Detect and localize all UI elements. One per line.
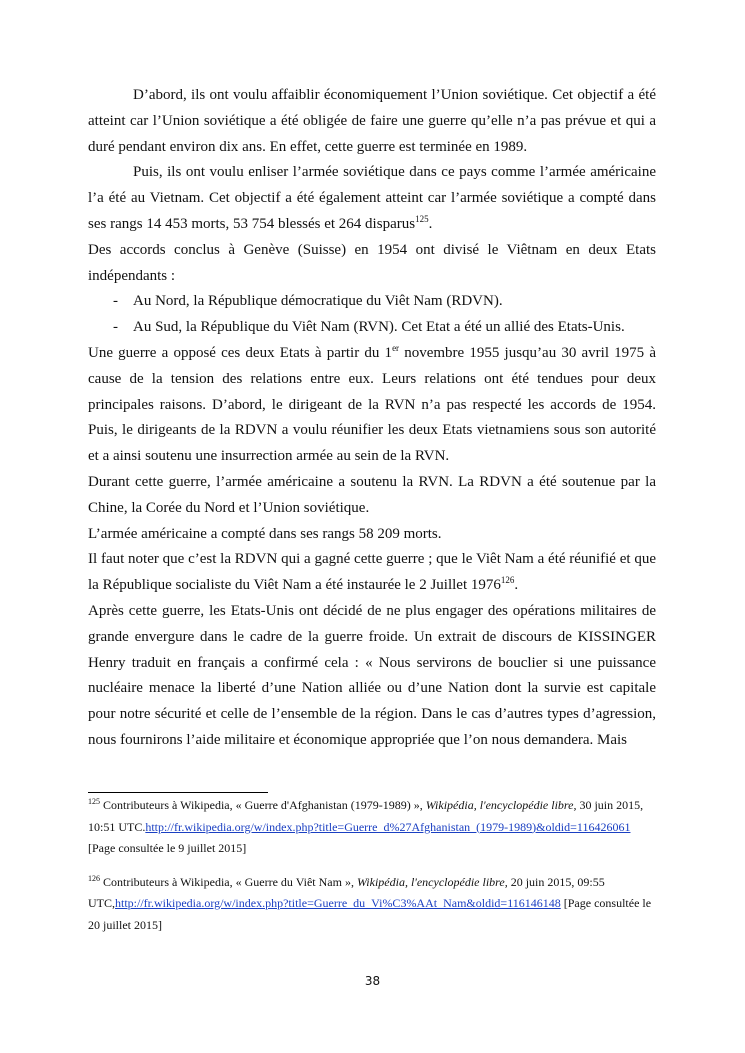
list-item-text: Au Sud, la République du Viêt Nam (RVN). Cet Etat a été un allié des Etats-Unis. <box>133 319 625 336</box>
footnote-number: 125 <box>88 797 100 806</box>
footnote-text: Contributeurs à Wikipedia, « Guerre du Viêt Nam », <box>100 874 357 889</box>
footnote-126 <box>88 872 656 937</box>
paragraph-end: . <box>514 577 519 594</box>
paragraph-support: Durant cette guerre, l’armée américaine a soutenu la RVN. La RDVN a été soutenue par la Chine, la Corée du Nord et l’Union soviétique. <box>88 473 656 516</box>
states-list <box>88 289 656 341</box>
paragraph-objective-military <box>88 160 656 237</box>
paragraph-end: . <box>428 215 433 232</box>
paragraph-text: Il faut noter que c’est la RDVN qui a gagné cette guerre ; que le Viêt Nam a été réunifié et que la République socialiste du Viêt Nam a été instaurée le 2 Juillet 1976 <box>88 551 656 594</box>
list-dash: - <box>113 293 118 310</box>
paragraph-objective-economic: D’abord, ils ont voulu affaiblir économiquement l’Union soviétique. Cet objectif a été atteint car l’Union soviétique a été obligée de faire une guerre qu’elle n’a pas prévue et qui a duré pendant environ dix ans. En effet, cette guerre est terminée en 1989. <box>88 87 656 155</box>
paragraph-text: Une guerre a opposé ces deux Etats à partir du 1 <box>88 344 393 361</box>
list-item-text: Au Nord, la République démocratique du Viêt Nam (RDVN). <box>133 293 503 310</box>
footnote-link[interactable]: http://fr.wikipedia.org/w/index.php?title=Guerre_du_Vi%C3%AAt_Nam&oldid=116146148 <box>115 896 561 910</box>
footnote-ref-126[interactable]: 126 <box>500 575 515 586</box>
footnote-date: 30 juin 2015, 10:51 UTC. <box>88 798 644 834</box>
paragraph-geneva-accords: Des accords conclus à Genève (Suisse) en 1954 ont divisé le Viêtnam en deux Etats indépendants : <box>88 241 656 284</box>
footnote-consulted: [Page consultée le 9 juillet 2015] <box>88 841 247 855</box>
footnote-link[interactable]: http://fr.wikipedia.org/w/index.php?title=Guerre_d%27Afghanistan_(1979-1989)&oldid=116426061 <box>145 819 631 834</box>
ordinal-superscript: er <box>392 342 400 353</box>
list-dash: - <box>113 319 118 336</box>
footnote-separator <box>88 792 268 793</box>
paragraph-text: Puis, ils ont voulu enliser l’armée soviétique dans ce pays comme l’armée américaine l’a été au Vietnam. Cet objectif a été également atteint car l’armée soviétique a compté dans ses rangs 14 453 morts, 53 754 blessés et 264 disparus <box>88 164 656 232</box>
footnote-number: 126 <box>88 873 100 883</box>
footnote-source: Wikipédia, l'encyclopédie libre, <box>356 874 508 889</box>
list-item <box>88 289 656 315</box>
paragraph-casualties: L’armée américaine a compté dans ses rangs 58 209 morts. <box>88 525 442 542</box>
footnote-date: 20 juin 2015, 09:55 UTC, <box>88 874 605 910</box>
footnote-consulted: [Page consultée le 20 juillet 2015] <box>88 896 652 932</box>
page-number: 38 <box>364 974 381 988</box>
footnotes <box>88 795 656 948</box>
footnote-ref-125[interactable]: 125 <box>415 213 429 224</box>
footnote-text: Contributeurs à Wikipedia, « Guerre d'Afghanistan (1979-1989) », <box>100 798 426 812</box>
paragraph-text: novembre 1955 jusqu’au 30 avril 1975 à cause de la tension des relations entre eux. Leurs relations ont été tendues pour deux principales raisons. D’abord, le dirigeant de la RVN n’a pas respecté les accords de 1954. Puis, le dirigeants de la RDVN a voulu réunifier les deux Etats vietnamiens sous son autorité et a ainsi soutenu une insurrection armée au sein de la RVN. <box>88 344 657 465</box>
paragraph-outcome <box>88 547 656 599</box>
list-item <box>88 315 656 341</box>
page-body <box>88 83 656 754</box>
footnote-125 <box>88 795 656 860</box>
paragraph-war <box>88 341 656 470</box>
footnote-source: Wikipédia, l'encyclopédie libre, <box>425 798 577 812</box>
paragraph-kissinger: Après cette guerre, les Etats-Unis ont décidé de ne plus engager des opérations militaires de grande envergure dans le cadre de la guerre froide. Un extrait de discours de KISSINGER Henry traduit en français a confirmé cela : « Nous servirons de bouclier si une puissance nucléaire menace la liberté d’une Nation alliée ou d’une Nation dont la survie est capitale pour notre sécurité et celle de l’ensemble de la région. Dans le cas d’autres types d’agression, nous fournirons l’aide militaire et économique appropriée que l’on nous demandera. Mais <box>88 602 656 748</box>
